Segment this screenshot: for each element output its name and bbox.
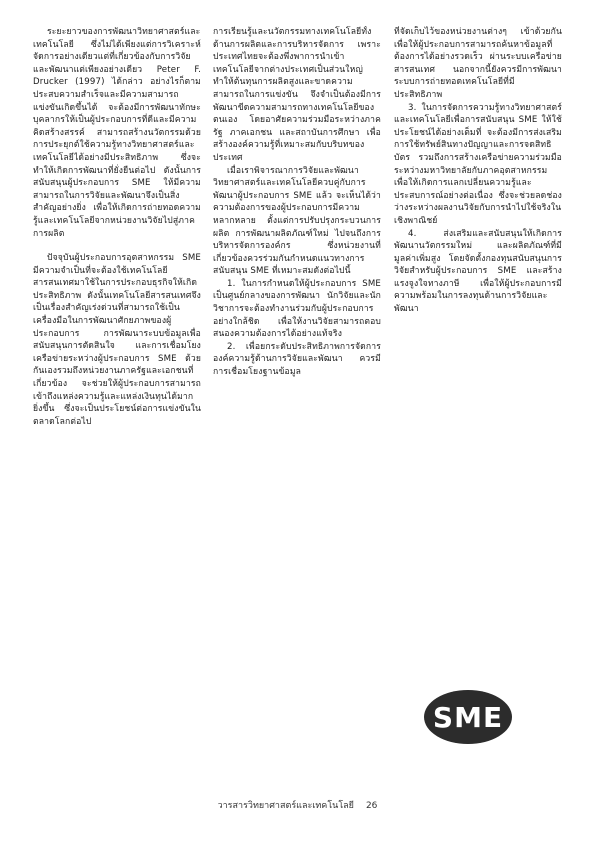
page-footer	[0, 798, 595, 812]
sme-logo	[424, 690, 512, 744]
text-column-2	[213, 26, 381, 796]
list-item: 4. ส่งเสริมและสนับสนุนให้เกิดการพัฒนานวัตกรรมใหม่ และผลิตภัณฑ์ที่มีมูลค่าเพิ่มสูง โดยจัดตั้งกองทุนสนับสนุนการวิจัยสำหรับผู้ประกอบการ SME และสร้างแรงจูงใจทางภาษี เพื่อให้ผู้ประกอบการมีความพร้อมในการลงทุนด้านการวิจัยและพัฒนา	[394, 228, 562, 315]
list-item: 2. เพื่อยกระดับประสิทธิภาพการจัดการองค์ความรู้ด้านการวิจัยและพัฒนา ควรมีการเชื่อมโยงฐานข้อมูล	[213, 341, 381, 378]
text-column-3	[394, 26, 562, 686]
paragraph: ระยะยาวของการพัฒนาวิทยาศาสตร์และเทคโนโลยี ซึ่งไม่ได้เพียงแต่การวิเคราะห์จัดการอย่างเดียวแต่ที่เกี่ยวข้องกับการวิจัยและพัฒนาแต่เพียงอย่างเดียว Peter F. Drucker (1997) ได้กล่าว อย่างไรก็ตามประสบความสำเร็จและมีความสามารถแข่งขันเกิดขึ้นได้ จะต้องมีการพัฒนาทักษะบุคลากรให้เป็นผู้ประกอบการที่ดีและมีความคิดสร้างสรรค์ สามารถสร้างนวัตกรรมด้วยการประยุกต์ใช้ความรู้ทางวิทยาศาสตร์และเทคโนโลยีได้อย่างมีประสิทธิภาพ ซึ่งจะทำให้เกิดการพัฒนาที่ยั่งยืนต่อไป ดังนั้นการสนับสนุนผู้ประกอบการ SME ให้มีความสามารถในการวิจัยและพัฒนาจึงเป็นสิ่งสำคัญอย่างยิ่ง เพื่อให้เกิดการถ่ายทอดความรู้และเทคโนโลยีจากหน่วยงานวิจัยไปสู่ภาคการผลิต	[33, 27, 201, 239]
magazine-title: วารสารวิทยาศาสตร์และเทคโนโลยี	[217, 801, 354, 811]
paragraph: เมื่อเราพิจารณาการวิจัยและพัฒนาวิทยาศาสตร์และเทคโนโลยีควบคู่กับการพัฒนาผู้ประกอบการ SME แล้ว จะเห็นได้ว่าความต้องการของผู้ประกอบการมีความหลากหลาย ตั้งแต่การปรับปรุงกระบวนการผลิต การพัฒนาผลิตภัณฑ์ใหม่ ไปจนถึงการบริหารจัดการองค์กร ซึ่งหน่วยงานที่เกี่ยวข้องควรร่วมกันกำหนดแนวทางการสนับสนุน SME ที่เหมาะสมดังต่อไปนี้	[213, 165, 381, 277]
page-number: 26	[365, 801, 378, 811]
paragraph: ปัจจุบันผู้ประกอบการอุตสาหกรรม SME มีความจำเป็นที่จะต้องใช้เทคโนโลยีสารสนเทศมาใช้ในการประกอบธุรกิจให้เกิดประสิทธิภาพ ดังนั้นเทคโนโลยีสารสนเทศจึงเป็นเรื่องสำคัญเร่งด่วนที่สามารถใช้เป็นเครื่องมือในการพัฒนาศักยภาพของผู้ประกอบการ การพัฒนาระบบข้อมูลเพื่อสนับสนุนการตัดสินใจ และการเชื่อมโยงเครือข่ายระหว่างผู้ประกอบการ SME ด้วยกันเองรวมถึงหน่วยงานภาครัฐและเอกชนที่เกี่ยวข้อง จะช่วยให้ผู้ประกอบการสามารถเข้าถึงแหล่งความรู้และแหล่งเงินทุนได้มากยิ่งขึ้น ซึ่งจะเป็นประโยชน์ต่อการแข่งขันในตลาดโลกต่อไป	[33, 253, 201, 427]
list-item: 3. ในการจัดการความรู้ทางวิทยาศาสตร์และเทคโนโลยีเพื่อการสนับสนุน SME ให้ใช้ประโยชน์ได้อย่างเต็มที่ จะต้องมีการส่งเสริมการใช้ทรัพย์สินทางปัญญาและการจดสิทธิบัตร รวมถึงการสร้างเครือข่ายความร่วมมือระหว่างมหาวิทยาลัยกับภาคอุตสาหกรรม เพื่อให้เกิดการแลกเปลี่ยนความรู้และประสบการณ์อย่างต่อเนื่อง ซึ่งจะช่วยลดช่องว่างระหว่างผลงานวิจัยกับการนำไปใช้จริงในเชิงพาณิชย์	[394, 102, 562, 226]
sme-logo-text: SME	[432, 700, 504, 734]
text-column-1	[33, 26, 201, 796]
list-item: 1. ในการกำหนดให้ผู้ประกอบการ SME เป็นศูนย์กลางของการพัฒนา นักวิจัยและนักวิชาการจะต้องทำงานร่วมกับผู้ประกอบการอย่างใกล้ชิด เพื่อให้งานวิจัยสามารถตอบสนองความต้องการได้อย่างแท้จริง	[213, 278, 381, 340]
article-columns	[0, 26, 595, 796]
paragraph: ที่จัดเก็บไว้ของหน่วยงานต่างๆ เข้าด้วยกัน เพื่อให้ผู้ประกอบการสามารถค้นหาข้อมูลที่ต้องการได้อย่างรวดเร็ว ผ่านระบบเครือข่ายสารสนเทศ นอกจากนี้ยังควรมีการพัฒนาระบบการถ่ายทอดเทคโนโลยีที่มีประสิทธิภาพ	[394, 27, 562, 100]
paragraph: การเรียนรู้และนวัตกรรมทางเทคโนโลยีทั้งด้านการผลิตและการบริหารจัดการ เพราะประเทศไทยจะต้องพึ่งพาการนำเข้าเทคโนโลยีจากต่างประเทศเป็นส่วนใหญ่ ทำให้ต้นทุนการผลิตสูงและขาดความสามารถในการแข่งขัน จึงจำเป็นต้องมีการพัฒนาขีดความสามารถทางเทคโนโลยีของตนเอง โดยอาศัยความร่วมมือระหว่างภาครัฐ ภาคเอกชน และสถาบันการศึกษา เพื่อสร้างองค์ความรู้ที่เหมาะสมกับบริบทของประเทศ	[213, 27, 381, 163]
